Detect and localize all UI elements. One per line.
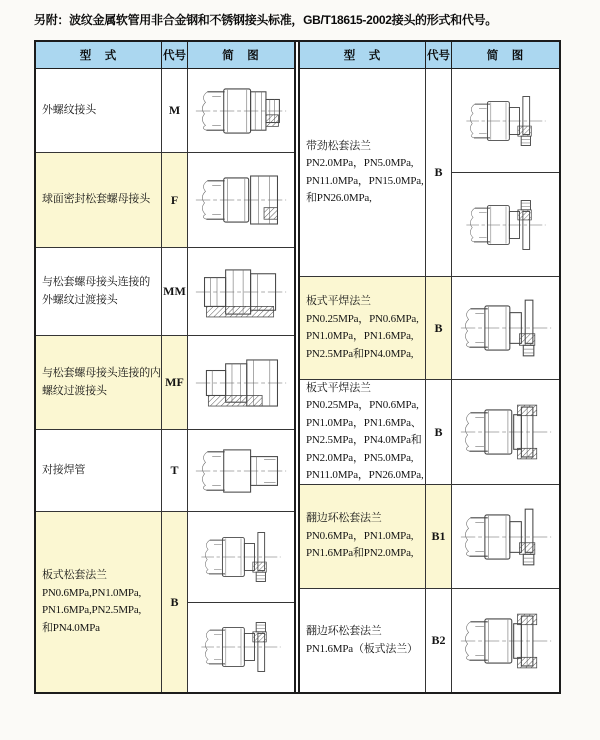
type-line: PN2.0MPa，PN5.0MPa, bbox=[306, 451, 414, 464]
type-line: PN2.5MPa和PN4.0MPa, bbox=[306, 347, 414, 360]
right-table-body bbox=[300, 69, 559, 692]
left-table-body bbox=[36, 69, 294, 692]
weld-plate-flange-icon bbox=[458, 297, 554, 359]
type-cell bbox=[36, 512, 162, 692]
code-cell: B1 bbox=[426, 485, 452, 588]
left-column-header-type: 型 式 bbox=[36, 42, 162, 68]
table-row bbox=[300, 485, 559, 589]
weld-plate-flange-2-icon bbox=[458, 401, 554, 463]
type-line: 板式松套法兰 bbox=[42, 569, 107, 581]
type-cell bbox=[300, 69, 426, 276]
type-line: PN1.0MPa，PN1.6MPa、 bbox=[306, 416, 422, 429]
type-cell bbox=[300, 277, 426, 379]
type-line: 与松套螺母接头连接的 bbox=[42, 276, 150, 288]
code-cell: F bbox=[162, 153, 188, 247]
type-line: 和PN4.0MPa bbox=[42, 621, 100, 634]
type-line: 外螺纹接头 bbox=[42, 103, 96, 116]
type-line: PN1.6MPa,PN2.5MPa, bbox=[42, 604, 142, 616]
code-cell: B bbox=[162, 512, 188, 692]
table-left-half bbox=[36, 42, 294, 692]
type-line: 翻边环松套法兰 bbox=[306, 625, 382, 637]
type-cell bbox=[300, 485, 426, 588]
type-line: PN0.6MPa，PN1.0MPa, bbox=[306, 529, 414, 542]
type-cell bbox=[36, 153, 162, 247]
left-header-row bbox=[36, 42, 294, 69]
diagram-subcell bbox=[188, 153, 294, 247]
swivel-nut-fitting-icon bbox=[193, 169, 289, 231]
type-line: 板式平焊法兰 bbox=[306, 295, 371, 307]
code-cell: B2 bbox=[426, 589, 452, 692]
type-cell bbox=[300, 380, 426, 484]
code-cell: M bbox=[162, 69, 188, 152]
diagram-subcell bbox=[188, 248, 294, 335]
diagram-cell bbox=[188, 248, 294, 335]
diagram-cell bbox=[452, 589, 559, 692]
diagram-subcell bbox=[188, 602, 294, 693]
type-cell bbox=[36, 336, 162, 429]
diagram-subcell bbox=[188, 512, 294, 602]
table-row bbox=[300, 277, 559, 380]
plate-loose-flange-type2-icon bbox=[193, 620, 289, 674]
diagram-cell bbox=[452, 380, 559, 484]
type-line: PN1.6MPa（板式法兰） bbox=[306, 642, 418, 655]
table-row bbox=[36, 153, 294, 248]
type-line: PN0.6MPa,PN1.0MPa, bbox=[42, 586, 142, 599]
type-line: PN11.0MPa，PN15.0MPa, bbox=[306, 174, 424, 187]
diagram-subcell bbox=[188, 430, 294, 511]
table-row bbox=[36, 336, 294, 430]
diagram-cell bbox=[452, 277, 559, 379]
type-line: PN11.0MPa，PN26.0MPa, bbox=[306, 469, 424, 481]
flared-loose-flange-icon bbox=[458, 506, 554, 568]
type-line: 板式平焊法兰 bbox=[306, 381, 371, 394]
type-line: PN0.25MPa，PN0.6MPa, bbox=[306, 399, 419, 411]
table-row bbox=[36, 248, 294, 336]
diagram-subcell bbox=[452, 485, 559, 588]
table-row bbox=[300, 589, 559, 692]
right-header-row bbox=[300, 42, 559, 69]
type-cell bbox=[300, 589, 426, 692]
type-line: PN1.6MPa和PN2.0MPa, bbox=[306, 547, 414, 560]
diagram-subcell bbox=[452, 69, 559, 172]
right-column-header-type: 型 式 bbox=[300, 42, 426, 68]
butt-weld-pipe-icon bbox=[193, 440, 289, 502]
table-row bbox=[36, 69, 294, 153]
code-cell: B bbox=[426, 277, 452, 379]
left-column-header-diagram: 简 图 bbox=[222, 50, 260, 62]
code-cell: B bbox=[426, 380, 452, 484]
diagram-subcell bbox=[452, 380, 559, 484]
diagram-subcell bbox=[452, 277, 559, 379]
type-line: 螺纹过渡接头 bbox=[42, 384, 107, 397]
type-line: 带劲松套法兰 bbox=[306, 139, 371, 152]
type-cell bbox=[36, 248, 162, 335]
diagram-subcell bbox=[452, 172, 559, 276]
flared-plate-flange-icon bbox=[458, 610, 554, 672]
plate-loose-flange-type1-icon bbox=[193, 530, 289, 584]
type-cell bbox=[36, 69, 162, 152]
type-line: PN2.5MPa，PN4.0MPa和 bbox=[306, 434, 422, 446]
code-cell: B bbox=[426, 69, 452, 276]
type-line: 与松套螺母接头连接的内 bbox=[42, 367, 161, 379]
diagram-cell bbox=[188, 153, 294, 247]
diagram-cell bbox=[188, 69, 294, 152]
code-cell: MF bbox=[162, 336, 188, 429]
type-line: 和PN26.0MPa, bbox=[306, 192, 372, 204]
table-row bbox=[36, 430, 294, 512]
type-line: 翻边环松套法兰 bbox=[306, 512, 382, 525]
diagram-cell bbox=[188, 512, 294, 692]
page-title: 另附：波纹金属软管用非合金钢和不锈钢接头标准，GB/T18615-2002接头的形式和代号。 bbox=[34, 13, 497, 27]
table-row bbox=[36, 512, 294, 692]
code-cell: T bbox=[162, 430, 188, 511]
right-column-header-code: 代号 bbox=[426, 42, 452, 68]
neck-loose-flange-type2-icon bbox=[458, 198, 554, 252]
left-column-header-code: 代号 bbox=[162, 42, 188, 68]
diagram-subcell bbox=[452, 589, 559, 692]
male-thread-fitting-icon bbox=[193, 80, 289, 142]
table-row bbox=[300, 380, 559, 485]
code-cell: MM bbox=[162, 248, 188, 335]
table-row bbox=[300, 69, 559, 277]
type-line: 外螺纹过渡接头 bbox=[42, 293, 118, 306]
table-right-half bbox=[300, 42, 559, 692]
diagram-cell bbox=[452, 485, 559, 588]
type-cell bbox=[36, 430, 162, 511]
fitting-code-table bbox=[34, 40, 561, 694]
right-column-header-diagram: 简 图 bbox=[486, 50, 525, 62]
diagram-cell bbox=[188, 430, 294, 511]
neck-loose-flange-type1-icon bbox=[458, 94, 554, 148]
male-female-adapter-icon bbox=[193, 352, 289, 414]
diagram-subcell bbox=[188, 69, 294, 152]
diagram-subcell bbox=[188, 336, 294, 429]
type-line: PN0.25MPa，PN0.6MPa, bbox=[306, 312, 419, 325]
male-male-adapter-icon bbox=[193, 261, 289, 323]
type-line: PN1.0MPa，PN1.6MPa, bbox=[306, 330, 414, 342]
type-line: 球面密封松套螺母接头 bbox=[42, 193, 150, 206]
type-line: PN2.0MPa，PN5.0MPa, bbox=[306, 157, 414, 169]
type-line: 对接焊管 bbox=[42, 463, 86, 476]
diagram-cell bbox=[188, 336, 294, 429]
diagram-cell bbox=[452, 69, 559, 276]
